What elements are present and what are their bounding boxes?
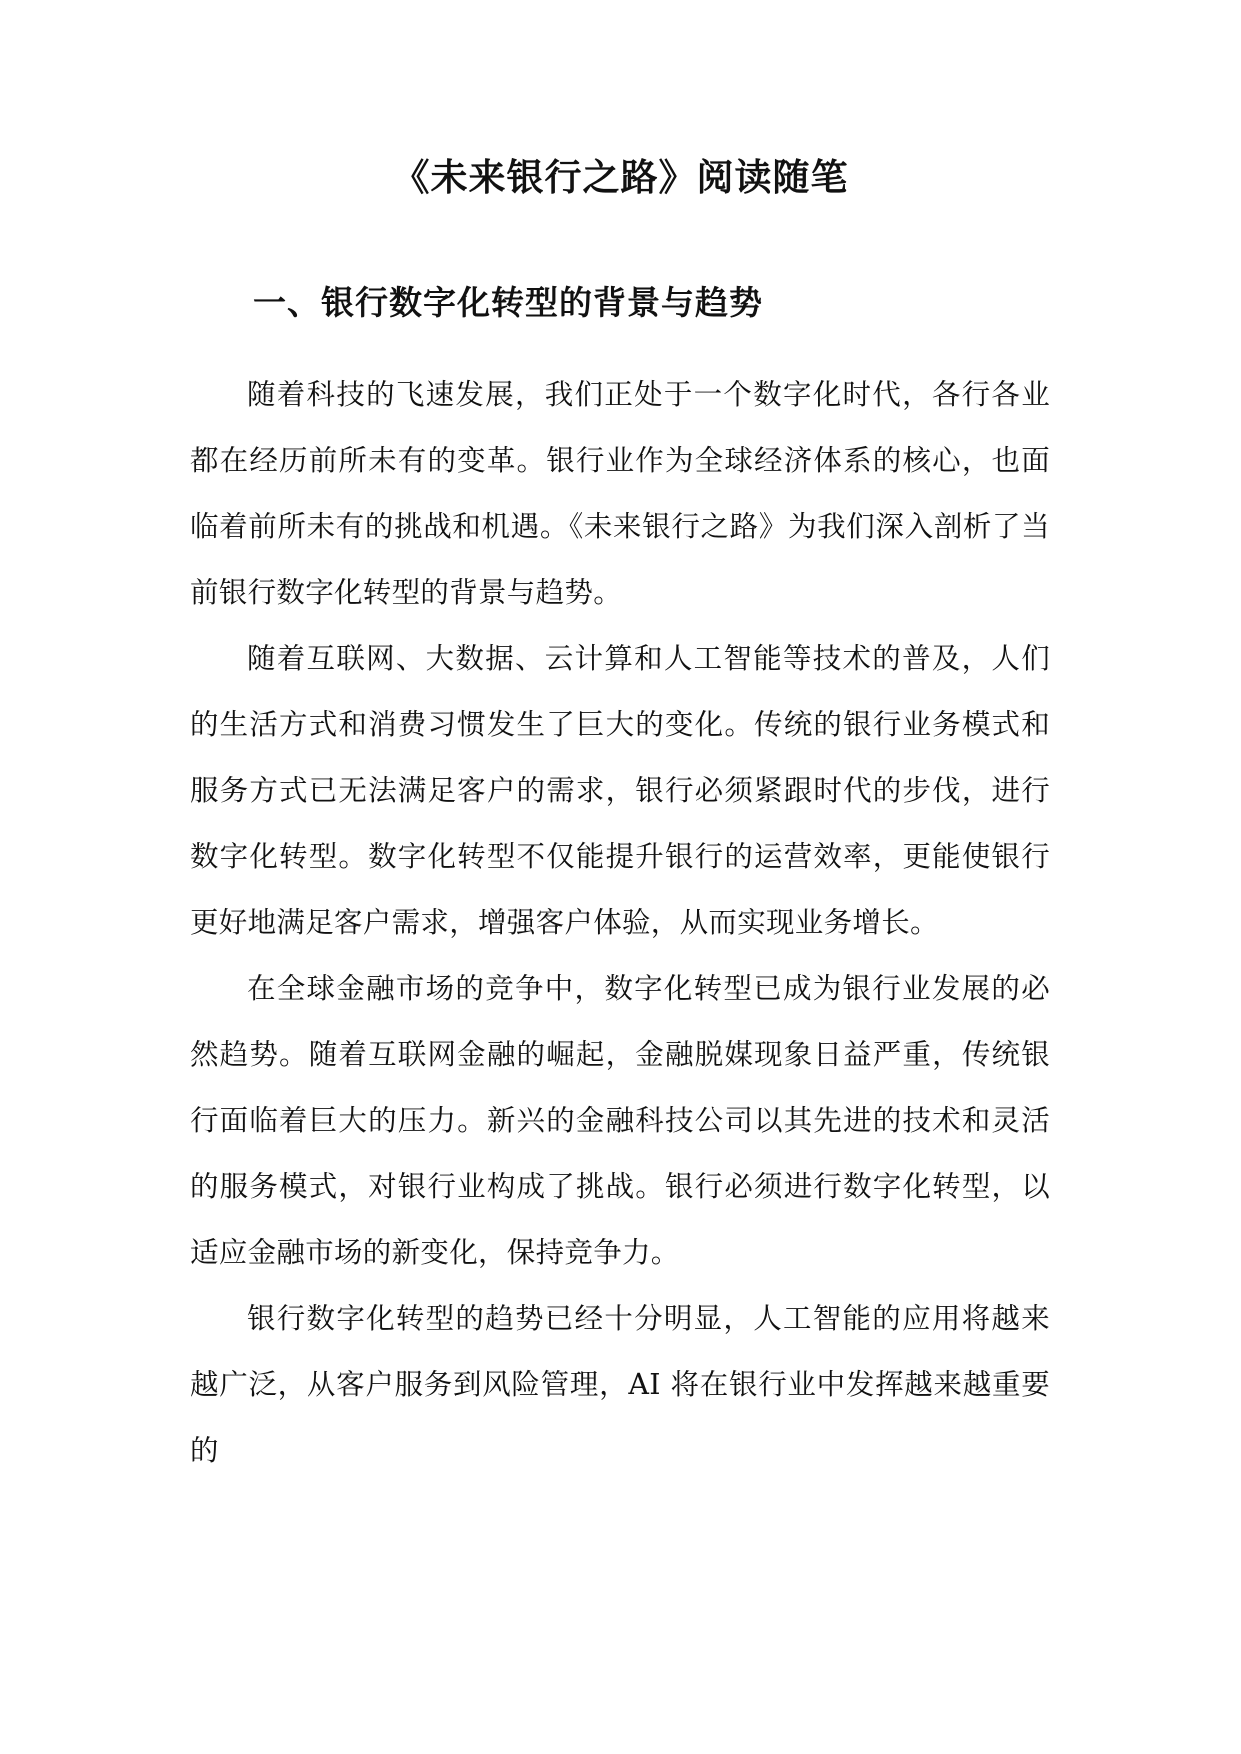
paragraph-3: 在全球金融市场的竞争中，数字化转型已成为银行业发展的必然趋势。随着互联网金融的崛起，金融脱媒现象日益严重，传统银行面临着巨大的压力。新兴的金融科技公司以其先进的技术和灵活的服务模式，对银行业构成了挑战。银行必须进行数字化转型，以适应金融市场的新变化，保持竞争力。: [190, 972, 1050, 1269]
document-body: [190, 362, 1050, 1484]
paragraph-2: 随着互联网、大数据、云计算和人工智能等技术的普及，人们的生活方式和消费习惯发生了巨大的变化。传统的银行业务模式和服务方式已无法满足客户的需求，银行必须紧跟时代的步伐，进行数字化转型。数字化转型不仅能提升银行的运营效率，更能使银行更好地满足客户需求，增强客户体验，从而实现业务增长。: [190, 642, 1050, 939]
document-title: 《未来银行之路》阅读随笔: [392, 156, 849, 199]
paragraph-1: 随着科技的飞速发展，我们正处于一个数字化时代，各行各业都在经历前所未有的变革。银行业作为全球经济体系的核心，也面临着前所未有的挑战和机遇。《未来银行之路》为我们深入剖析了当前银行数字化转型的背景与趋势。: [190, 378, 1050, 609]
section-heading: 一、银行数字化转型的背景与趋势: [253, 283, 763, 322]
paragraph-4: 银行数字化转型的趋势已经十分明显，人工智能的应用将越来越广泛，从客户服务到风险管理，AI 将在银行业中发挥越来越重要的: [190, 1302, 1050, 1467]
